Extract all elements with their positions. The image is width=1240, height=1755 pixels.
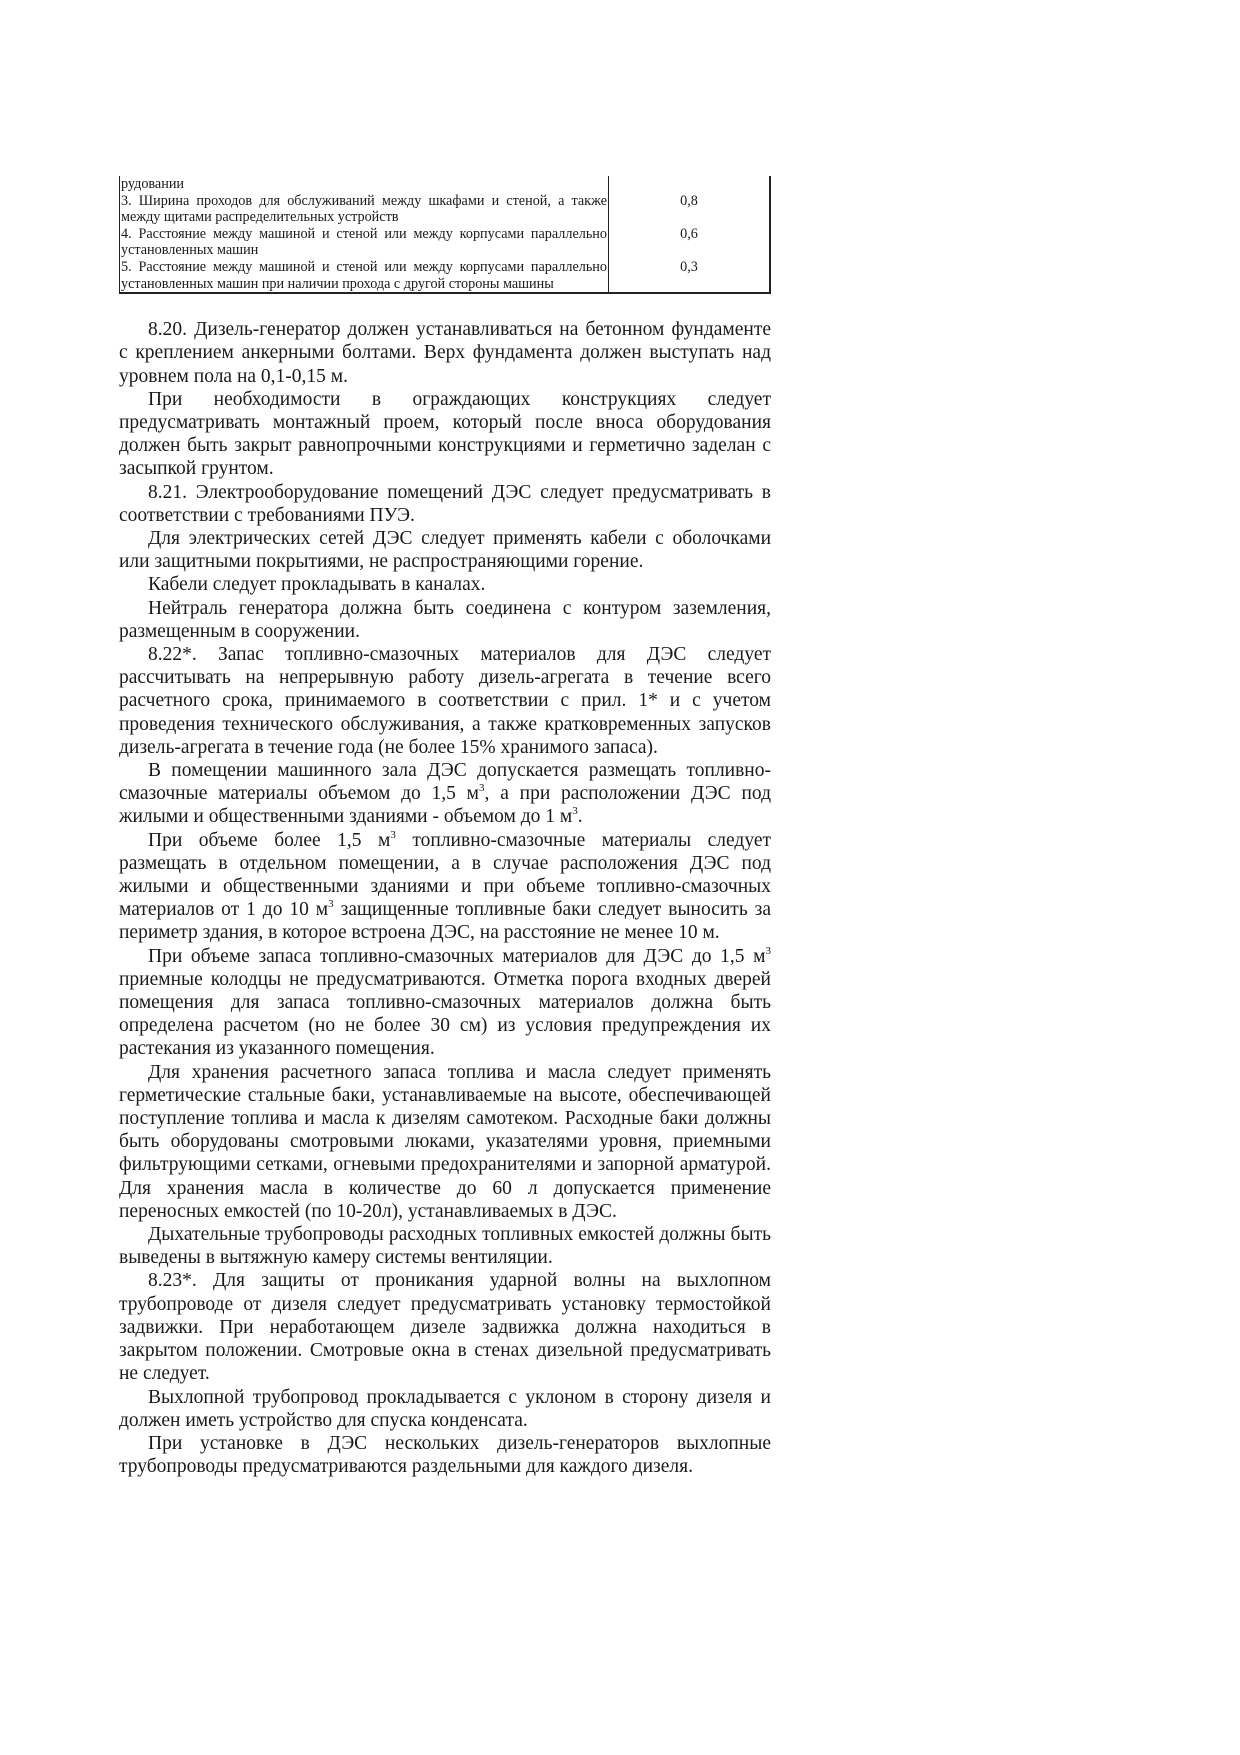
- superscript: 3: [390, 828, 396, 841]
- paragraph: Выхлопной трубопровод прокладывается с уклоном в сторону дизеля и должен иметь устройство для спуска конденсата.: [119, 1386, 771, 1431]
- paragraph-8-23: 8.23*. Для защиты от проникания ударной волны на выхлопном трубопроводе от дизеля следует предусматривать установку термостойкой задвижки. При неработающем дизеле задвижка должна находиться в закрытом положении. Смотровые окна в стенах дизельной предусматривать не следует.: [119, 1270, 771, 1385]
- paragraph-machine-room: В помещении машинного зала ДЭС допускается размещать топливно-смазочные материалы объемом до 1,5 $м^3$, а при расположении ДЭС под жилыми и общественными зданиями - объемом до 1 $м^3$.: [119, 760, 771, 828]
- table-cell-value: 0,8: [680, 192, 698, 209]
- table-row: [120, 193, 771, 226]
- table-cell-text: 3. Ширина проходов для обслуживаний между шкафами и стеной, а также между щитами распределительных устройств: [121, 192, 607, 226]
- document-body: [119, 318, 771, 1478]
- clearance-table: [119, 176, 771, 294]
- paragraph: При установке в ДЭС нескольких дизель-генераторов выхлопные трубопроводы предусматриваются раздельными для каждого дизеля.: [119, 1432, 771, 1478]
- paragraph: Для хранения расчетного запаса топлива и масла следует применять герметические стальные баки, устанавливаемые на высоте, обеспечивающей поступление топлива и масла к дизелям самотеком. Расходные баки должны быть оборудованы смотровыми люками, указателями уровня, приемными фильтрующими сетками, огневыми предохранителями и запорной арматурой. Для хранения масла в количестве до 60 л допускается применение переносных емкостей (по 10-20л), устанавливаемых в ДЭС.: [119, 1061, 771, 1222]
- paragraph-8-21: 8.21. Электрооборудование помещений ДЭС следует предусматривать в соответствии с требованиями ПУЭ.: [119, 481, 771, 526]
- paragraph: Для электрических сетей ДЭС следует применять кабели с оболочками или защитными покрытиями, не распространяющими горение.: [119, 527, 771, 573]
- paragraph: Дыхательные трубопроводы расходных топливных емкостей должны быть выведены в вытяжную камеру системы вентиляции.: [119, 1224, 771, 1269]
- table-cell-text: 5. Расстояние между машиной и стеной или между корпусами параллельно установленных машин при наличии прохода с другой стороны машины: [121, 258, 607, 292]
- table-cell-value: 0,3: [680, 258, 698, 275]
- paragraph-8-22: 8.22*. Запас топливно-смазочных материалов для ДЭС следует рассчитывать на непрерывную работу дизель-агрегата в течение всего расчетного срока, принимаемого в соответствии с прил. 1* и с учетом проведения технического обслуживания, а также кратковременных запусков дизель-агрегата в течение года (не более 15% хранимого запаса).: [119, 644, 771, 758]
- table-cell-text: рудовании: [120, 176, 609, 193]
- table-cell-value: 0,6: [680, 225, 698, 242]
- paragraph-wells: При объеме запаса топливно-смазочных материалов для ДЭС до 1,5 $м^3$ приемные колодцы не предусматриваются. Отметка порога входных дверей помещения для запаса топливно-смазочных материалов должна быть определена расчетом (но не более 30 см) из условия предупреждения их растекания из указанного помещения.: [119, 944, 771, 1060]
- paragraph-volume: При объеме более 1,5 $м^3$ топливно-смазочные материалы следует размещать в отдельном помещении, а в случае расположения ДЭС под жилыми и общественными зданиями и при объеме топливно-смазочных материалов от 1 до 10 $м^3$ защищенные топливные баки следует выносить за периметр здания, в которое встроена ДЭС, на расстояние не менее 10 м.: [119, 828, 772, 944]
- superscript: 3: [479, 782, 485, 795]
- table-row: [120, 226, 771, 259]
- table-row: [120, 259, 771, 293]
- paragraph: При необходимости в ограждающих конструкциях следует предусматривать монтажный проем, который после вноса оборудования должен быть закрыт равнопрочными конструкциями и герметично заделан с засыпкой грунтом.: [119, 388, 771, 480]
- table-row: [120, 176, 771, 193]
- paragraph: Нейтраль генератора должна быть соединена с контуром заземления, размещенным в сооружении.: [119, 597, 771, 642]
- superscript: 3: [765, 944, 771, 957]
- superscript: 3: [328, 898, 334, 911]
- paragraph-8-20: 8.20. Дизель-генератор должен устанавливаться на бетонном фундаменте с креплением анкерными болтами. Верх фундамента должен выступать над уровнем пола на 0,1-0,15 м.: [119, 319, 771, 387]
- document-page: [119, 176, 771, 1478]
- paragraph: Кабели следует прокладывать в каналах.: [148, 574, 486, 596]
- superscript: 3: [572, 805, 578, 818]
- table-cell-text: 4. Расстояние между машиной и стеной или между корпусами параллельно установленных машин: [121, 225, 607, 259]
